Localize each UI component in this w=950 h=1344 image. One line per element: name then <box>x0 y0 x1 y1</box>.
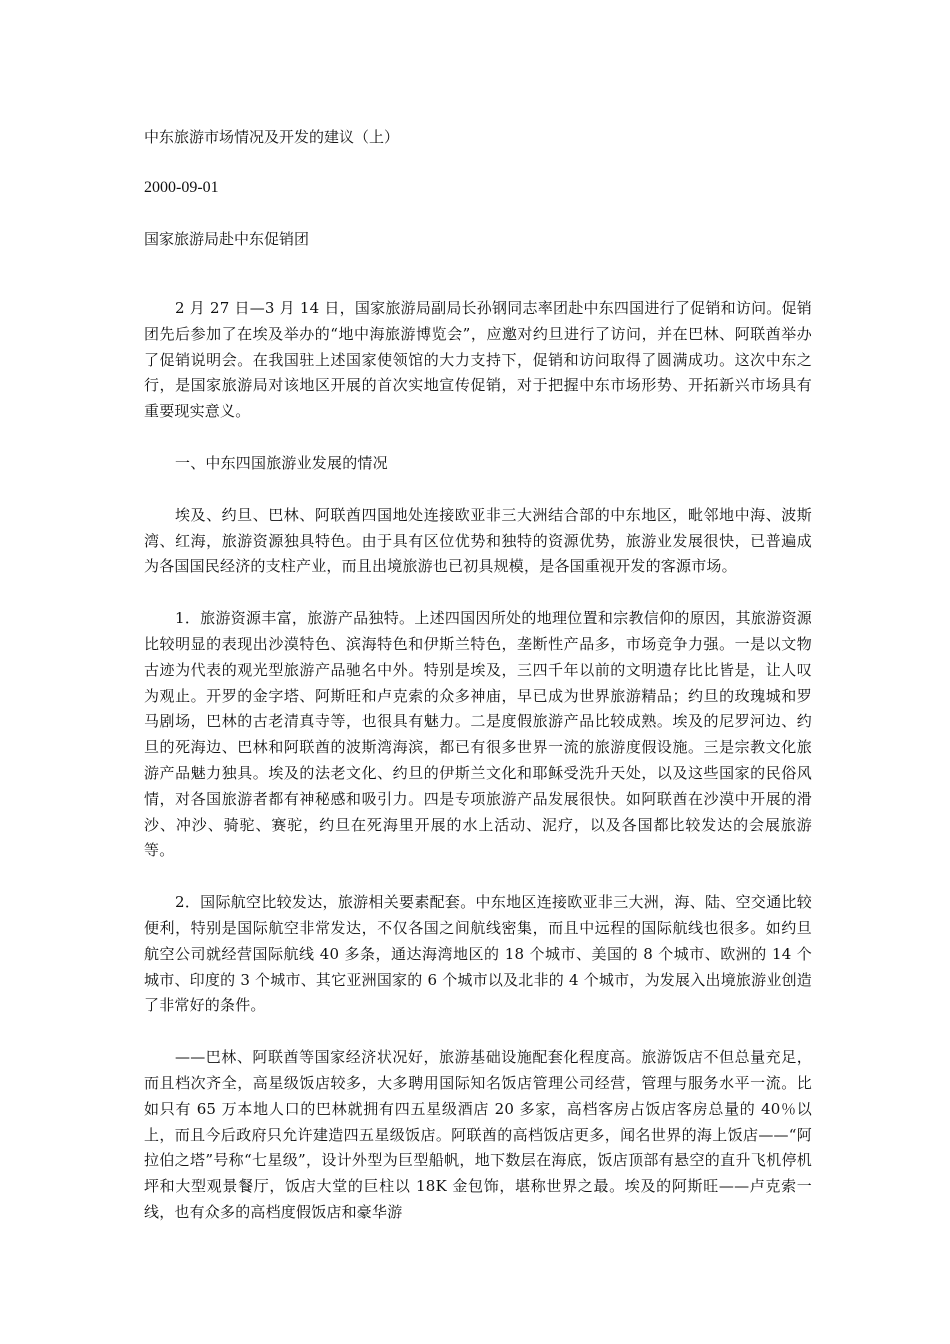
paragraph-point-1: 1．旅游资源丰富，旅游产品独特。上述四国因所处的地理位置和宗教信仰的原因，其旅游资源比较明显的表现出沙漠特色、滨海特色和伊斯兰特色，垄断性产品多，市场竞争力强。一是以文物古迹为代表的观光型旅游产品驰名中外。特别是埃及，三四千年以前的文明遗存比比皆是，让人叹为观止。开罗的金字塔、阿斯旺和卢克索的众多神庙，早已成为世界旅游精品；约旦的玫瑰城和罗马剧场，巴林的古老清真寺等，也很具有魅力。二是度假旅游产品比较成熟。埃及的尼罗河边、约旦的死海边、巴林和阿联酋的波斯湾海滨，都已有很多世界一流的旅游度假设施。三是宗教文化旅游产品魅力独具。埃及的法老文化、约旦的伊斯兰文化和耶稣受洗升天处，以及这些国家的民俗风情，对各国旅游者都有神秘感和吸引力。四是专项旅游产品发展很快。如阿联酋在沙漠中开展的滑沙、冲沙、骑驼、赛驼，约旦在死海里开展的水上活动、泥疗，以及各国都比较发达的会展旅游等。 <box>144 609 812 860</box>
document-body <box>144 296 812 1252</box>
paragraph-infrastructure: ——巴林、阿联酋等国家经济状况好，旅游基础设施配套化程度高。旅游饭店不但总量充足，而且档次齐全，高星级饭店较多，大多聘用国际知名饭店管理公司经营，管理与服务水平一流。比如只有 65 万本地人口的巴林就拥有四五星级酒店 20 多家，高档客房占饭店客房总量的 40％以上，而且今后政府只允许建造四五星级饭店。阿联酋的高档饭店更多，闻名世界的海上饭店——“阿拉伯之塔”号称“七星级”，设计外型为巨型船帆，地下数层在海底，饭店顶部有悬空的直升飞机停机坪和大型观景餐厅，饭店大堂的巨柱以 18K 金包饰，堪称世界之最。埃及的阿斯旺——卢克索一线，也有众多的高档度假饭店和豪华游 <box>144 1048 812 1221</box>
document-title: 中东旅游市场情况及开发的建议（上） <box>144 128 400 146</box>
paragraph-overview: 埃及、约旦、巴林、阿联酋四国地处连接欧亚非三大洲结合部的中东地区，毗邻地中海、波斯湾、红海，旅游资源独具特色。由于具有区位优势和独特的资源优势，旅游业发展很快，已普遍成为各国国民经济的支柱产业，而且出境旅游也已初具规模，是各国重视开发的客源市场。 <box>144 505 812 576</box>
document-author: 国家旅游局赴中东促销团 <box>144 230 310 248</box>
section-heading: 一、中东四国旅游业发展的情况 <box>175 453 388 472</box>
paragraph-point-2: 2．国际航空比较发达，旅游相关要素配套。中东地区连接欧亚非三大洲，海、陆、空交通比较便利，特别是国际航空非常发达，不仅各国之间航线密集，而且中远程的国际航线也很多。如约旦航空公司就经营国际航线 40 多条，通达海湾地区的 18 个城市、美国的 8 个城市、欧洲的 14 个城市、印度的 3 个城市、其它亚洲国家的 6 个城市以及北非的 4 个城市，为发展入出境旅游业创造了非常好的条件。 <box>144 893 812 1015</box>
paragraph-intro: 2 月 27 日—3 月 14 日，国家旅游局副局长孙钢同志率团赴中东四国进行了促销和访问。促销团先后参加了在埃及举办的“地中海旅游博览会”，应邀对约旦进行了访问，并在巴林、阿联酋举办了促销说明会。在我国驻上述国家使领馆的大力支持下，促销和访问取得了圆满成功。这次中东之行，是国家旅游局对该地区开展的首次实地宣传促销，对于把握中东市场形势、开拓新兴市场具有重要现实意义。 <box>144 299 812 421</box>
document-date: 2000-09-01 <box>144 179 219 196</box>
